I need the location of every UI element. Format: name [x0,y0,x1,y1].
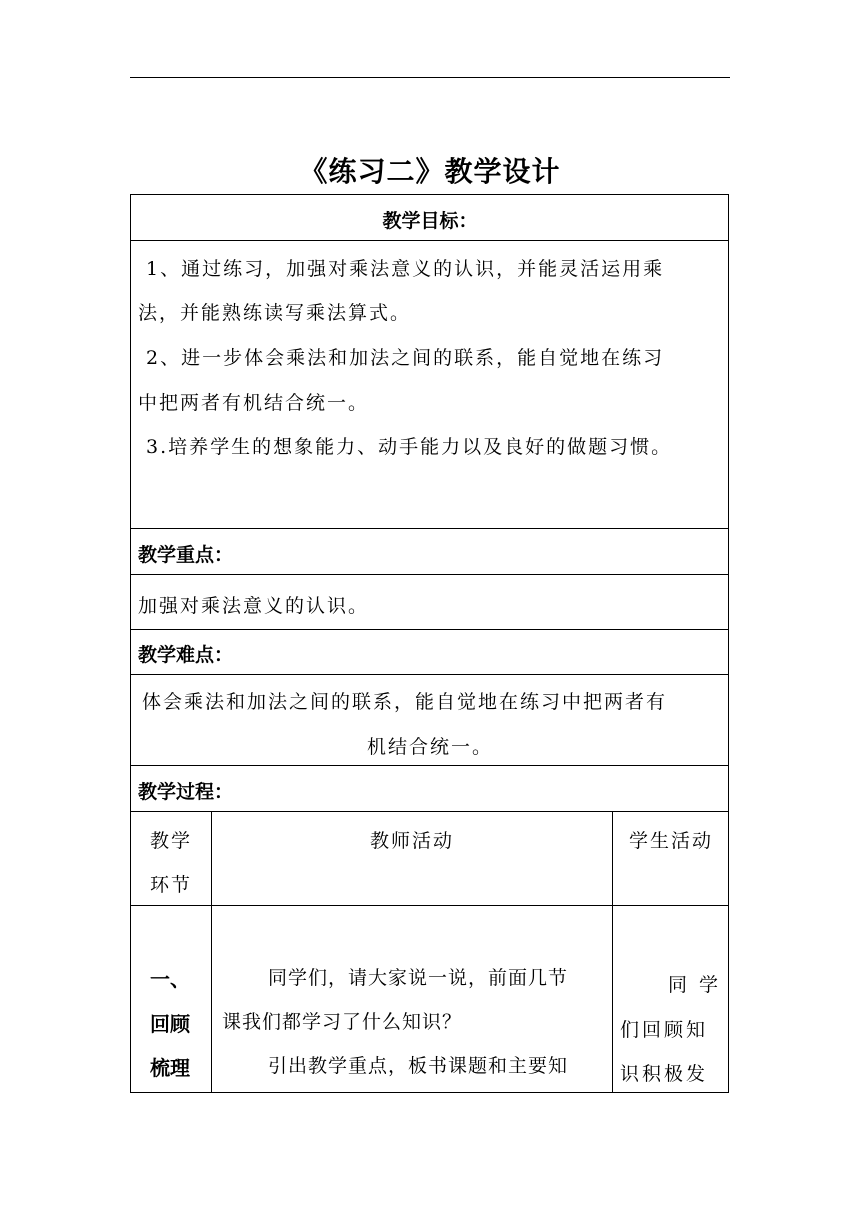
objective-line: 法，并能熟练读写乘法算式。 [138,302,412,324]
student-activity-line: 同 学 [668,974,722,996]
objectives-header: 教学目标： [382,210,478,232]
teacher-activity-line: 引出教学重点，板书课题和主要知 [268,1055,569,1077]
column-header-stage: 教学 [150,830,193,852]
student-activity-line: 们回顾知 [620,1019,709,1041]
column-header-stage: 环节 [150,874,193,896]
column-header-teacher: 教师活动 [369,830,454,852]
stage-label: 回顾 [150,1012,190,1036]
objective-line: 2、进一步体会乘法和加法之间的联系，能自觉地在练习 [146,347,665,369]
stage-label: 梳理 [150,1056,190,1080]
document-title: 《练习二》教学设计 [299,155,561,188]
student-activity-line: 识积极发 [620,1063,709,1085]
objective-line: 3.培养学生的想象能力、动手能力以及良好的做题习惯。 [146,436,673,458]
teacher-activity-line: 同学们，请大家说一说，前面几节 [268,967,569,989]
objective-line: 中把两者有机结合统一。 [138,392,370,414]
key-point-header: 教学重点： [138,544,234,566]
difficulty-header: 教学难点： [138,644,234,666]
key-point-text: 加强对乘法意义的认识。 [138,595,370,617]
difficulty-line: 机结合统一。 [366,736,493,758]
process-header: 教学过程： [138,781,234,803]
header-rule [130,77,730,78]
stage-label: 一、 [150,967,190,991]
objective-line: 1、通过练习，加强对乘法意义的认识，并能灵活运用乘 [146,258,665,280]
difficulty-line: 体会乘法和加法之间的联系，能自觉地在练习中把两者有 [142,691,668,713]
column-header-student: 学生活动 [628,830,713,852]
teacher-activity-line: 课我们都学习了什么知识？ [222,1011,463,1033]
